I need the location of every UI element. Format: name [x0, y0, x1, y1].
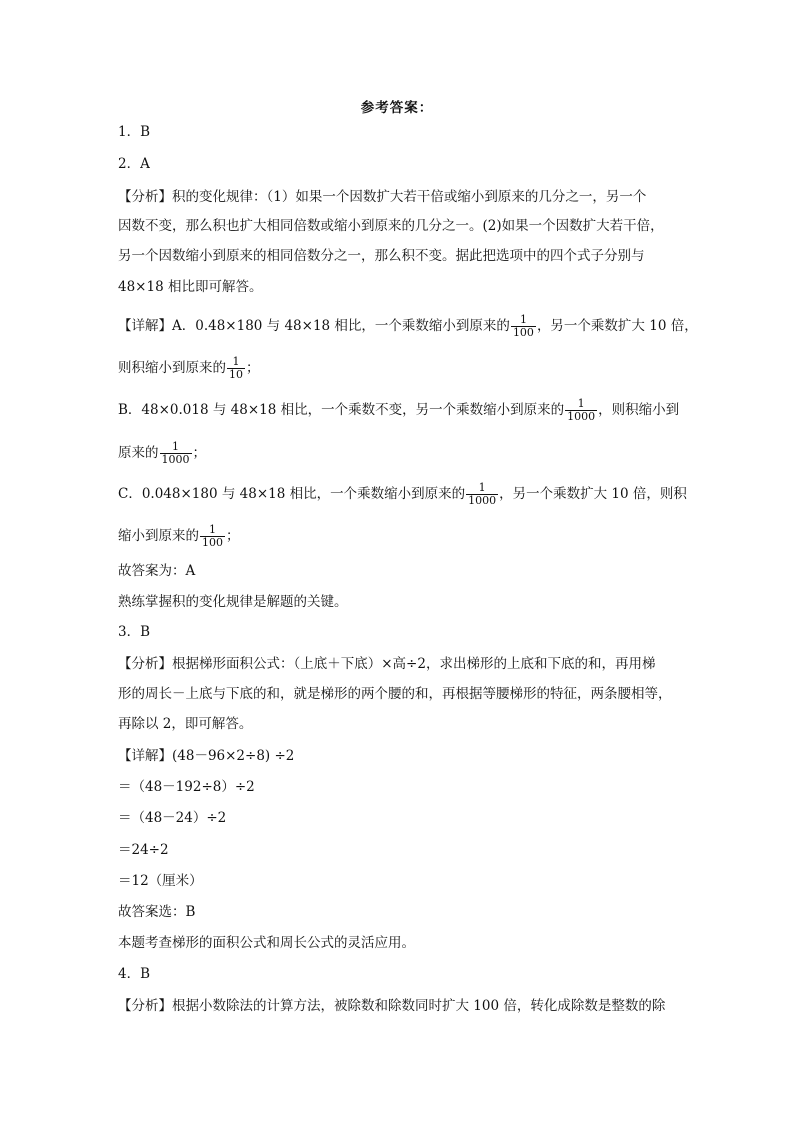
q3-answer: 故答案选：B: [118, 904, 196, 920]
q2-detail-b-line-1: [118, 397, 680, 423]
q3-step-2: ＝（48－192÷8）÷2: [118, 779, 255, 795]
q3-step-1: 【详解】(48－96×2÷8) ÷2: [118, 748, 295, 764]
text: 【详解】A．0.48×180 与 48×18 相比，一个乘数缩小到原来的: [118, 318, 510, 334]
text: ，另一个乘数扩大 10 倍，则积: [499, 486, 687, 502]
text: 则积缩小到原来的: [118, 360, 226, 376]
q2-detail-a-line-1: [118, 313, 698, 339]
q2-analysis-line-4: 48×18 相比即可解答。: [118, 279, 263, 295]
q2-analysis-line-1: 【分析】积的变化规律：（1）如果一个因数扩大若干倍或缩小到原来的几分之一，另一个: [118, 189, 647, 205]
fraction: $\frac{1}{10}$: [229, 355, 243, 381]
q2-detail-c-line-1: [118, 481, 687, 507]
q3-note: 本题考查梯形的面积公式和周长公式的灵活应用。: [118, 935, 415, 951]
text: B．48×0.018 与 48×18 相比，一个乘数不变，另一个乘数缩小到原来的: [118, 402, 565, 418]
text: ，则积缩小到: [598, 402, 680, 418]
text: ；: [246, 360, 260, 376]
answer-1: 1．B: [118, 124, 151, 140]
q3-step-3: ＝（48－24）÷2: [118, 810, 227, 826]
fraction: $\frac{1}{1000}$: [468, 481, 497, 507]
q3-step-5: ＝12（厘米）: [118, 873, 203, 889]
answer-2: 2．A: [118, 156, 150, 172]
q3-analysis-line-1: 【分析】根据梯形面积公式：（上底＋下底）×高÷2，求出梯形的上底和下底的和，再用梯: [118, 656, 656, 672]
q3-step-4: ＝24÷2: [118, 842, 169, 858]
q2-detail-c-line-2: [118, 523, 678, 549]
answer-4: 4．B: [118, 966, 151, 982]
text: ；: [226, 528, 240, 544]
fraction: $\frac{1}{100}$: [512, 313, 534, 339]
text: 原来的: [118, 445, 159, 461]
q2-answer: 故答案为：A: [118, 563, 196, 579]
text: C．0.048×180 与 48×18 相比，一个乘数缩小到原来的: [118, 486, 466, 502]
text: ，另一个乘数扩大 10 倍，: [536, 318, 698, 334]
answer-3: 3．B: [118, 624, 151, 640]
page-title: 参考答案：: [360, 100, 434, 116]
q3-analysis-line-2: 形的周长－上底与下底的和，就是梯形的两个腰的和，再根据等腰梯形的特征，两条腰相等，: [118, 686, 672, 702]
q2-analysis-line-2: 因数不变，那么积也扩大相同倍数或缩小到原来的几分之一。(2)如果一个因数扩大若干倍，: [118, 218, 664, 234]
text: 缩小到原来的: [118, 528, 199, 544]
fraction: $\frac{1}{1000}$: [567, 397, 596, 423]
q4-analysis-line-1: 【分析】根据小数除法的计算方法，被除数和除数同时扩大 100 倍，转化成除数是整数的除: [118, 998, 666, 1014]
q2-analysis-line-3: 另一个因数缩小到原来的相同倍数分之一，那么积不变。据此把选项中的四个式子分别与: [118, 248, 645, 264]
fraction: $\frac{1}{1000}$: [161, 440, 190, 466]
text: ；: [192, 445, 206, 461]
q2-detail-a-line-2: [118, 355, 678, 381]
fraction: $\frac{1}{100}$: [202, 523, 223, 549]
q3-analysis-line-3: 再除以 2，即可解答。: [118, 716, 253, 732]
q2-detail-b-line-2: [118, 440, 678, 466]
q2-note: 熟练掌握积的变化规律是解题的关键。: [118, 594, 348, 610]
